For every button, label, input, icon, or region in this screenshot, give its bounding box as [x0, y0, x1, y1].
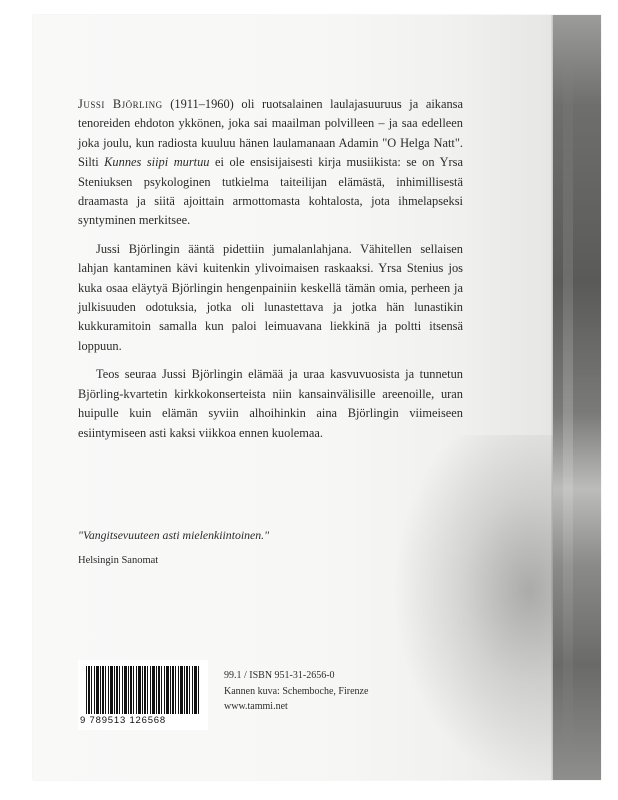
author-name: Jussi Björling — [78, 97, 163, 111]
barcode-digits: 9 789513 126568 — [80, 715, 166, 726]
blurb-text-segment: (1911–1960) oli ruotsalainen laulajasuuruus ja aikansa tenoreiden ehdoton ykkönen, joka sai maailman polvilleen – ja saa edelleen joka joulu, kun radiosta kuuluu hänen laulamanaan Adamin "O Helga Natt". Silti — [78, 97, 463, 170]
book-spine — [553, 15, 601, 780]
isbn-barcode — [78, 660, 208, 730]
spine-highlight — [563, 55, 573, 755]
blurb-paragraph-2 — [78, 240, 463, 356]
review-source: Helsingin Sanomat — [78, 555, 159, 566]
blurb-text-segment: ei ole ensisijaisesti kirja musiikista: se on Yrsa Steniuksen psykologinen tutkielma taiteilijan elämästä, inhimillisestä draamasta ja siitä ajoittain armottomasta kohtalosta, jota ihmelapseksi syntyminen merkitsee. — [78, 155, 463, 228]
review-quote-block — [78, 528, 463, 566]
publication-info — [224, 668, 444, 715]
publisher-website: www.tammi.net — [224, 701, 288, 712]
book-title: Kunnes siipi murtuu — [104, 155, 210, 170]
cover-credit: Kannen kuva: Schemboche, Firenze — [224, 685, 369, 697]
barcode-bars — [86, 666, 200, 714]
review-quote: "Vangitsevuuteen asti mielenkiintoinen." — [78, 528, 270, 542]
isbn-line: 99.1 / ISBN 951-31-2656-0 — [224, 670, 335, 681]
blurb-paragraph-3 — [78, 365, 463, 443]
blurb-text — [78, 95, 463, 452]
blurb-paragraph-1 — [78, 95, 463, 231]
cover-shadow-image — [393, 435, 563, 780]
blurb-text-segment: Teos seuraa Jussi Björlingin elämää ja uraa kasvuvuosista ja tunnetun Björling-kvartetin kirkkokonserteista niin kansainvälisille areenoille, uran huipulle kuin elämän syviin alhoihinkin aina Björlingin viimeiseen esiintymiseen asti kaksi viikkoa ennen kuolemaa. — [78, 367, 463, 440]
blurb-text-segment: Jussi Björlingin ääntä pidettiin jumalanlahjana. Vähitellen sellaisen lahjan kantaminen kävi kuitenkin ylivoimaisen raskaaksi. Yrsa Stenius jos kuka osaa eläytyä Björlingin hengenpainiin keskellä tämän omia, perheen ja julkisuuden odotuksia, jotka oli lunastettava ja jotka hän lunastikin kukkuramitoin samalla kun paloi leimuavana liekkinä ja poltti itsensä loppuun. — [78, 241, 463, 353]
